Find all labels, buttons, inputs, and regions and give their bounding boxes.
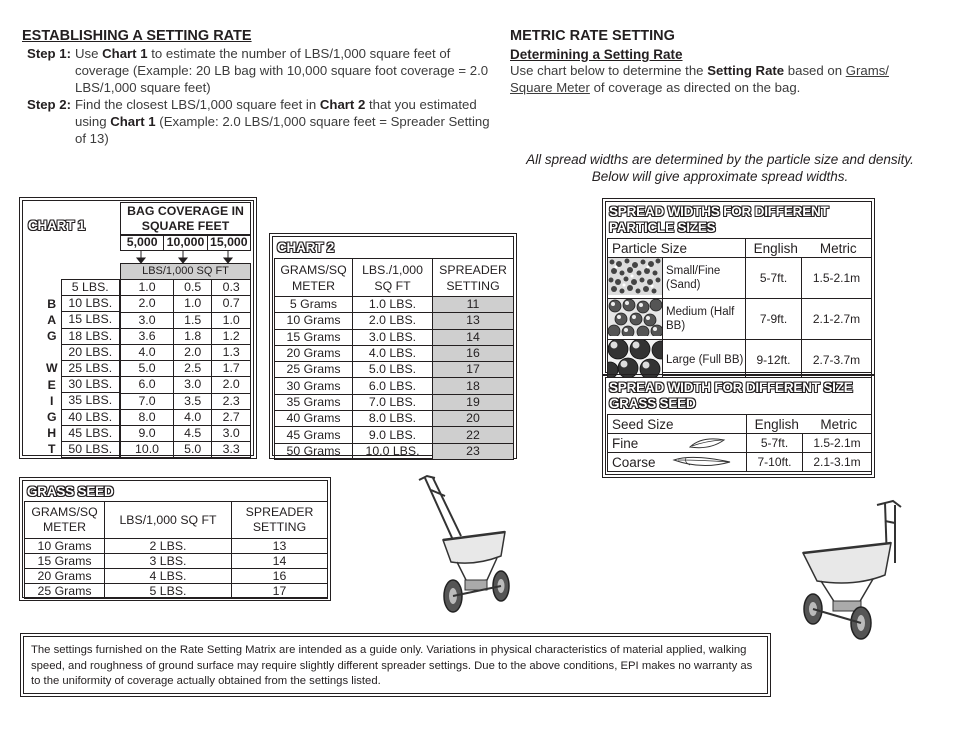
side-letter: I xyxy=(50,393,54,408)
table-row xyxy=(121,442,251,458)
chart-2-cell: 10 Grams xyxy=(275,313,353,329)
step-label: Step 1: xyxy=(27,46,71,61)
chart-2 xyxy=(272,236,514,456)
table-row xyxy=(121,296,251,312)
side-letter: E xyxy=(47,377,56,392)
coverage-value-cell: 3.6 xyxy=(121,328,174,344)
grass-seed-cell: 17 xyxy=(232,584,328,599)
chart-2-cell: 1.0 LBS. xyxy=(353,297,433,313)
coverage-columns xyxy=(120,234,251,251)
table-row xyxy=(275,297,514,313)
coverage-value-cell: 0.3 xyxy=(212,280,251,296)
col-header: GRAMS/SQ METER xyxy=(275,259,353,297)
seed-name: Fine xyxy=(612,435,639,451)
grass-seed-table xyxy=(24,501,328,599)
coverage-value-cell: 1.3 xyxy=(212,344,251,360)
table-row xyxy=(275,313,514,329)
bag-weight-cell: 25 LBS. xyxy=(61,360,120,376)
side-letter: B xyxy=(47,296,57,311)
chart-2-cell: 22 xyxy=(433,427,514,443)
spread-note-line-2: Below will give approximate spread widths. xyxy=(591,169,849,184)
step-2 xyxy=(22,96,502,147)
english-width: 5-7ft. xyxy=(747,434,803,453)
spreader-illustration-icon xyxy=(795,497,915,642)
table-row xyxy=(121,409,251,425)
chart-2-cell: 19 xyxy=(433,394,514,410)
table-row xyxy=(121,393,251,409)
grass-seed-title: GRASS SEED xyxy=(27,484,114,499)
grass-seed-cell: 25 Grams xyxy=(25,584,105,599)
col-header: Seed Size xyxy=(608,415,747,434)
side-letter: A xyxy=(47,312,57,327)
chart-2-cell: 17 xyxy=(433,362,514,378)
bag-weight-cell: 45 LBS. xyxy=(61,425,120,441)
chart-2-cell: 15 Grams xyxy=(275,329,353,345)
col-header: LBS/1,000 SQ FT xyxy=(105,502,232,539)
table-row xyxy=(275,427,514,443)
coverage-value-cell: 5.0 xyxy=(121,361,174,377)
establishing-heading: ESTABLISHING A SETTING RATE xyxy=(22,28,252,44)
coverage-value-cell: 1.0 xyxy=(174,296,212,312)
chart-2-cell: 8.0 LBS. xyxy=(353,411,433,427)
table-row xyxy=(121,377,251,393)
seed-size-coarse xyxy=(608,453,747,472)
chart-2-cell: 10.0 LBS. xyxy=(353,443,433,459)
seed-name: Coarse xyxy=(612,454,656,470)
metric-text: Use chart below to determine the Setting Rate based on Grams/ Square Meter of coverage as directed on the bag. xyxy=(510,63,889,95)
coverage-value-cell: 5.0 xyxy=(174,442,212,458)
spread-seed-title: SPREAD WIDTH FOR DIFFERENT SIZE GRASS SEED xyxy=(609,380,853,411)
spread-seed-table xyxy=(607,414,872,472)
coverage-value-cell: 4.0 xyxy=(174,409,212,425)
table-row xyxy=(25,539,328,554)
bag-coverage-header: BAG COVERAGE IN SQUARE FEET xyxy=(120,202,251,236)
side-letter: W xyxy=(45,361,58,376)
down-arrow-icons xyxy=(120,251,251,263)
table-row xyxy=(121,312,251,328)
side-letter: G xyxy=(46,410,57,424)
chart-1-title: CHART 1 xyxy=(28,218,86,233)
col-header: Metric xyxy=(803,415,872,434)
table-row xyxy=(121,328,251,344)
coverage-value-cell: 0.5 xyxy=(174,280,212,296)
grass-seed-cell: 13 xyxy=(232,539,328,554)
step-list xyxy=(22,45,502,147)
coverage-value-cell: 3.0 xyxy=(212,425,251,441)
grass-seed-cell: 10 Grams xyxy=(25,539,105,554)
chart-2-table xyxy=(274,258,514,460)
spread-seed-chart xyxy=(605,377,872,475)
coverage-value-cell: 6.0 xyxy=(121,377,174,393)
bag-weight-cell: 50 LBS. xyxy=(61,441,120,457)
seed-size-fine xyxy=(608,434,747,453)
coverage-value-cell: 1.2 xyxy=(212,328,251,344)
col-header: Particle Size xyxy=(608,239,746,258)
bag-weight-cell: 35 LBS. xyxy=(61,393,120,409)
chart-2-cell: 2.0 LBS. xyxy=(353,313,433,329)
chart-1 xyxy=(22,200,254,456)
grass-seed-cell: 15 Grams xyxy=(25,554,105,569)
chart-2-cell: 25 Grams xyxy=(275,362,353,378)
coverage-value-cell: 1.7 xyxy=(212,361,251,377)
side-letter: T xyxy=(47,442,56,457)
chart-2-cell: 5.0 LBS. xyxy=(353,362,433,378)
metric-width: 1.5-2.1m xyxy=(803,434,872,453)
metric-width: 2.7-3.7m xyxy=(802,340,872,381)
coverage-value-cell: 2.7 xyxy=(212,409,251,425)
coverage-value-cell: 1.0 xyxy=(121,280,174,296)
bag-weight-cell: 5 LBS. xyxy=(61,280,120,296)
chart-2-cell: 40 Grams xyxy=(275,411,353,427)
side-letter: H xyxy=(47,426,57,441)
coverage-value-cell: 3.0 xyxy=(121,312,174,328)
table-row xyxy=(275,411,514,427)
spreader-illustration-icon xyxy=(405,470,525,620)
coverage-value-cell: 4.5 xyxy=(174,425,212,441)
coverage-value-cell: 3.0 xyxy=(174,377,212,393)
chart-2-cell: 4.0 LBS. xyxy=(353,345,433,361)
chart-2-cell: 9.0 LBS. xyxy=(353,427,433,443)
english-width: 9-12ft. xyxy=(746,340,802,381)
coverage-value-cell: 2.0 xyxy=(121,296,174,312)
chart-2-cell: 35 Grams xyxy=(275,394,353,410)
grams-link-text: Grams/ Square Meter xyxy=(510,63,889,95)
spread-particle-chart xyxy=(605,201,872,373)
coverage-value-cell: 0.7 xyxy=(212,296,251,312)
coverage-col: 15,000 xyxy=(210,235,248,249)
chart-2-cell: 5 Grams xyxy=(275,297,353,313)
spread-particle-table xyxy=(607,238,872,381)
coverage-value-cell: 2.5 xyxy=(174,361,212,377)
grass-seed-cell: 14 xyxy=(232,554,328,569)
chart-2-cell: 30 Grams xyxy=(275,378,353,394)
chart-2-cell: 45 Grams xyxy=(275,427,353,443)
table-row xyxy=(121,344,251,360)
table-row xyxy=(25,554,328,569)
english-width: 5-7ft. xyxy=(746,258,802,299)
side-letter: G xyxy=(46,329,57,344)
chart-2-cell: 18 xyxy=(433,378,514,394)
grass-seed-cell: 2 LBS. xyxy=(105,539,232,554)
bag-weight-cell: 10 LBS. xyxy=(61,296,120,312)
col-header: Metric xyxy=(802,239,872,258)
coverage-col: 10,000 xyxy=(164,235,207,250)
left-instructions xyxy=(22,28,502,147)
table-row xyxy=(275,329,514,345)
bag-weight-cell: 15 LBS. xyxy=(61,312,120,328)
coverage-value-cell: 2.3 xyxy=(212,393,251,409)
metric-heading: METRIC RATE SETTING xyxy=(510,28,675,44)
grass-seed-cell: 3 LBS. xyxy=(105,554,232,569)
table-row xyxy=(275,394,514,410)
metric-width: 2.1-2.7m xyxy=(802,299,872,340)
col-header: LBS./1,000 SQ FT xyxy=(353,259,433,297)
step-1 xyxy=(22,45,502,96)
metric-width: 2.1-3.1m xyxy=(803,453,872,472)
table-row xyxy=(121,425,251,441)
metric-subheading: Determining a Setting Rate xyxy=(510,47,683,62)
chart-2-cell: 20 xyxy=(433,411,514,427)
chart-2-cell: 20 Grams xyxy=(275,345,353,361)
table-row xyxy=(275,378,514,394)
spread-note xyxy=(490,151,950,185)
particle-name: Large (Full BB) xyxy=(663,340,746,381)
table-row xyxy=(275,443,514,459)
metric-instructions xyxy=(510,28,925,96)
coverage-value-cell: 2.0 xyxy=(174,344,212,360)
coverage-value-cell: 1.8 xyxy=(174,328,212,344)
col-header: English xyxy=(746,239,802,258)
table-row xyxy=(25,584,328,599)
coverage-value-cell: 1.5 xyxy=(174,312,212,328)
chart-2-cell: 3.0 LBS. xyxy=(353,329,433,345)
disclaimer-box: The settings furnished on the Rate Setting Matrix are intended as a guide only. Variations in physical characteristics of material applied, walking speed, and roughness of ground surface may require slightly different spreader settings. Due to the above conditions, EPI makes no warranty as to the uniformity of coverage actually obtained from the settings listed. xyxy=(23,636,768,694)
large-particles-icon xyxy=(608,340,663,381)
coverage-col: 5,000 xyxy=(121,235,164,250)
coverage-value-cell: 3.3 xyxy=(212,442,251,458)
coverage-value-cell: 9.0 xyxy=(121,425,174,441)
col-header: English xyxy=(747,415,803,434)
chart-2-cell: 6.0 LBS. xyxy=(353,378,433,394)
table-row xyxy=(43,280,120,296)
fine-seed-icon xyxy=(688,436,728,450)
bag-weight-cell: 20 LBS. xyxy=(61,344,120,360)
table-row xyxy=(275,345,514,361)
chart-2-title: CHART 2 xyxy=(277,240,335,255)
chart-2-cell: 50 Grams xyxy=(275,443,353,459)
col-header: GRAMS/SQ METER xyxy=(25,502,105,539)
bag-weight-cell: 40 LBS. xyxy=(61,409,120,425)
coverage-value-cell: 8.0 xyxy=(121,409,174,425)
fine-particles-icon xyxy=(608,258,663,299)
chart-2-cell: 14 xyxy=(433,329,514,345)
grass-seed-cell: 4 LBS. xyxy=(105,569,232,584)
table-row xyxy=(275,362,514,378)
grass-seed-chart xyxy=(22,480,328,598)
coverage-value-cell: 10.0 xyxy=(121,442,174,458)
chart-2-cell: 23 xyxy=(433,443,514,459)
chart-2-cell: 16 xyxy=(433,345,514,361)
unit-header: LBS/1,000 SQ FT xyxy=(121,264,251,280)
grass-seed-cell: 16 xyxy=(232,569,328,584)
step-text: Use Chart 1 to estimate the number of LBS/1,000 square feet of coverage (Example: 20 LB bag with 10,000 square foot coverage = 2.0 LBS/1,000 square feet) xyxy=(75,46,489,95)
step-label: Step 2: xyxy=(27,97,71,112)
spread-note-line-1: All spread widths are determined by the particle size and density. xyxy=(526,152,914,167)
step-text: Find the closest LBS/1,000 square feet in Chart 2 that you estimated using Chart 1 (Example: 2.0 LBS/1,000 square feet = Spreader Setting of 13) xyxy=(75,97,490,146)
coverage-value-cell: 2.0 xyxy=(212,377,251,393)
col-header: SPREADER SETTING xyxy=(232,502,328,539)
grass-seed-cell: 5 LBS. xyxy=(105,584,232,599)
bag-weight-cell: 18 LBS. xyxy=(61,328,120,344)
bag-weight-table xyxy=(43,279,120,458)
bag-weight-cell: 30 LBS. xyxy=(61,377,120,393)
side-letter xyxy=(43,344,61,360)
chart-2-cell: 13 xyxy=(433,313,514,329)
table-row xyxy=(121,361,251,377)
chart-2-cell: 7.0 LBS. xyxy=(353,394,433,410)
coverage-value-cell: 4.0 xyxy=(121,344,174,360)
table-row xyxy=(121,280,251,296)
metric-width: 1.5-2.1m xyxy=(802,258,872,299)
coverage-values-table xyxy=(120,263,251,458)
spread-particle-title: SPREAD WIDTHS FOR DIFFERENT PARTICLE SIZES xyxy=(609,204,829,235)
medium-particles-icon xyxy=(608,299,663,340)
col-header: SPREADER SETTING xyxy=(433,259,514,297)
table-row xyxy=(25,569,328,584)
english-width: 7-9ft. xyxy=(746,299,802,340)
particle-name: Medium (Half BB) xyxy=(663,299,746,340)
grass-seed-cell: 20 Grams xyxy=(25,569,105,584)
coverage-value-cell: 3.5 xyxy=(174,393,212,409)
bag-weight-side-label xyxy=(43,280,61,458)
particle-name: Small/Fine (Sand) xyxy=(663,258,746,299)
chart-2-cell: 11 xyxy=(433,297,514,313)
english-width: 7-10ft. xyxy=(747,453,803,472)
coarse-seed-icon xyxy=(672,454,734,470)
coverage-value-cell: 1.0 xyxy=(212,312,251,328)
coverage-value-cell: 7.0 xyxy=(121,393,174,409)
